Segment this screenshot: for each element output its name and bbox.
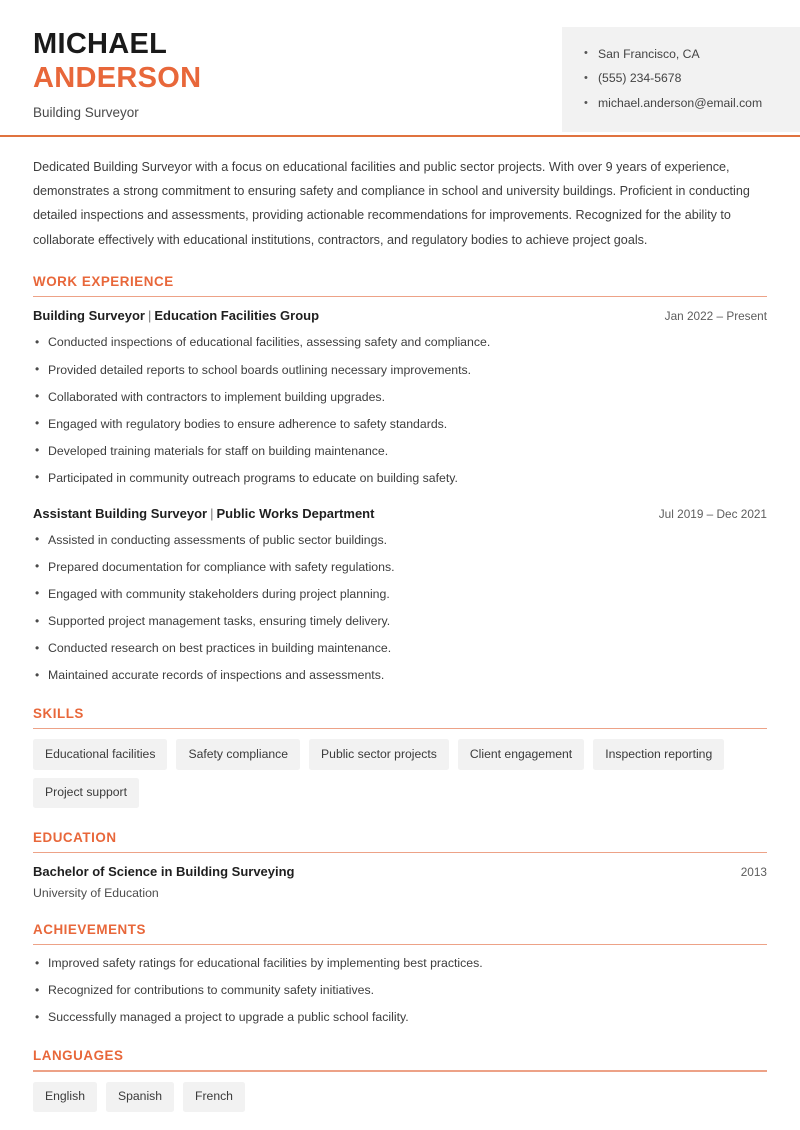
last-name: ANDERSON — [33, 61, 202, 94]
bullet-item: • Developed training materials for staff on building maintenance. — [33, 443, 767, 460]
section-title-education: EDUCATION — [33, 829, 117, 845]
skill-chip: Safety compliance — [176, 739, 300, 769]
skill-chip: Project support — [33, 778, 139, 808]
section-divider — [33, 1070, 767, 1072]
bullet-item: • Prepared documentation for compliance with safety regulations. — [33, 559, 767, 576]
education-entry-header — [33, 863, 767, 881]
section-title-languages: LANGUAGES — [33, 1047, 124, 1063]
work-entry-header — [33, 307, 767, 325]
education-institution: University of Education — [33, 885, 159, 900]
contact-location: • San Francisco, CA — [584, 42, 776, 67]
education-entry — [33, 863, 767, 899]
contact-phone[interactable]: • (555) 234-5678 — [584, 67, 776, 92]
first-name: MICHAEL — [33, 28, 168, 60]
languages-chip-list — [33, 1082, 767, 1112]
section-divider — [33, 728, 767, 730]
work-entry-title — [33, 307, 319, 325]
section-education — [33, 830, 767, 900]
bullet-item: • Improved safety ratings for educational facilities by implementing best practices. — [33, 955, 767, 972]
section-languages — [33, 1048, 767, 1112]
job-title: Building Surveyor — [33, 104, 139, 120]
work-entry-bullets — [33, 334, 767, 486]
bullet-item: • Engaged with community stakeholders during project planning. — [33, 586, 767, 603]
skill-chip: Educational facilities — [33, 739, 167, 769]
bullet-item: • Supported project management tasks, ensuring timely delivery. — [33, 613, 767, 630]
section-title-work-experience: WORK EXPERIENCE — [33, 273, 174, 289]
bullet-item: • Conducted inspections of educational facilities, assessing safety and compliance. — [33, 334, 767, 351]
section-divider — [33, 944, 767, 946]
work-role: Building Surveyor — [33, 308, 145, 324]
section-skills — [33, 706, 767, 808]
resume-content — [0, 155, 800, 1112]
work-entry-title — [33, 505, 374, 523]
education-year: 2013 — [740, 865, 767, 880]
education-degree: Bachelor of Science in Building Surveying — [33, 864, 295, 880]
title-separator: | — [147, 308, 152, 324]
contact-list — [584, 42, 776, 117]
bullet-item: • Provided detailed reports to school boards outlining necessary improvements. — [33, 362, 767, 379]
work-entry — [33, 307, 767, 486]
work-entry-bullets — [33, 532, 767, 684]
work-entry-header — [33, 505, 767, 523]
bullet-item: • Maintained accurate records of inspections and assessments. — [33, 667, 767, 684]
header-divider — [0, 135, 800, 137]
bullet-item: • Participated in community outreach programs to educate on building safety. — [33, 470, 767, 487]
skill-chip: Client engagement — [458, 739, 584, 769]
bullet-item: • Successfully managed a project to upgrade a public school facility. — [33, 1009, 767, 1026]
skill-chip: Public sector projects — [309, 739, 449, 769]
bullet-item: • Recognized for contributions to community safety initiatives. — [33, 982, 767, 999]
section-achievements — [33, 922, 767, 1026]
contact-box — [562, 27, 800, 132]
contact-email[interactable]: • michael.anderson@email.com — [584, 92, 776, 117]
bullet-item: • Engaged with regulatory bodies to ensure adherence to safety standards. — [33, 416, 767, 433]
skill-chip: Inspection reporting — [593, 739, 724, 769]
professional-summary: Dedicated Building Surveyor with a focus on educational facilities and public sector projects. With over 9 years of experience, demonstrates a strong commitment to ensuring safety and compliance in school and university buildings. Proficient in conducting detailed inspections and assessments, providing actionable recommendations for improvements. Recognized for the ability to collaborate effectively with educational institutions, contractors, and regulatory bodies to achieve project goals. — [33, 160, 750, 247]
bullet-item: • Collaborated with contractors to implement building upgrades. — [33, 389, 767, 406]
identity-block — [0, 24, 201, 120]
title-separator: | — [210, 505, 214, 521]
language-chip: Spanish — [106, 1082, 174, 1112]
section-divider — [33, 852, 767, 854]
section-divider — [33, 296, 767, 298]
bullet-item: • Assisted in conducting assessments of public sector buildings. — [33, 532, 767, 549]
work-entry — [33, 505, 767, 684]
skills-chip-list — [33, 739, 767, 807]
language-chip: French — [183, 1082, 245, 1112]
bullet-item: • Conducted research on best practices in building maintenance. — [33, 640, 767, 657]
work-entry-date: Jul 2019 – Dec 2021 — [658, 506, 767, 521]
section-title-achievements: ACHIEVEMENTS — [33, 921, 146, 937]
work-company: Public Works Department — [216, 505, 375, 521]
work-company: Education Facilities Group — [154, 308, 320, 324]
work-entry-date: Jan 2022 – Present — [664, 309, 767, 324]
work-role: Assistant Building Surveyor — [33, 505, 208, 521]
section-title-skills: SKILLS — [33, 705, 84, 721]
language-chip: English — [33, 1082, 97, 1112]
resume-header — [0, 0, 800, 135]
section-work-experience — [33, 274, 767, 684]
achievements-list — [33, 955, 767, 1026]
